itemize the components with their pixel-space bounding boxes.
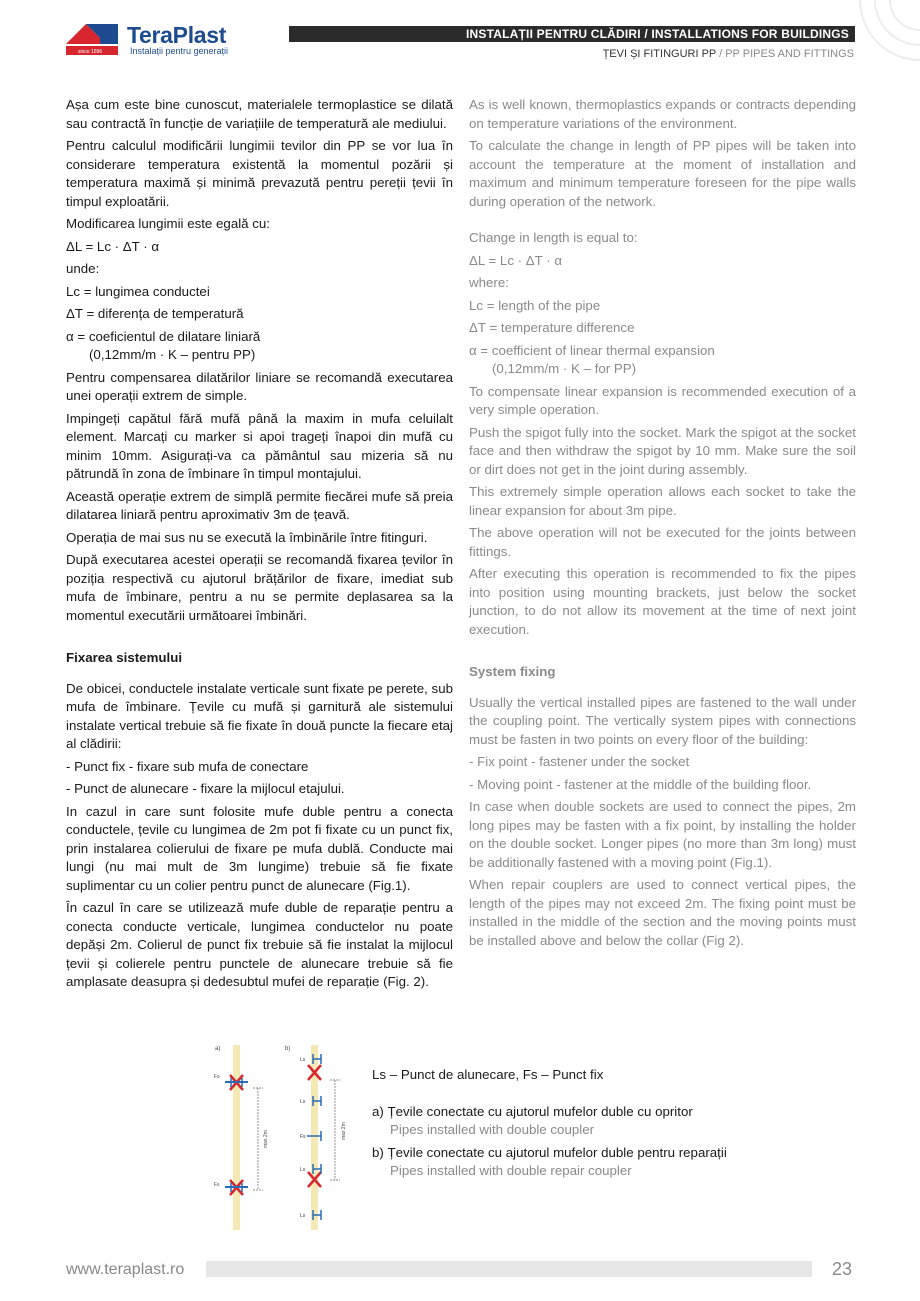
figure-label-a: a) [215, 1046, 221, 1052]
en-definition-value: (0,12mm/m · K – for PP) [492, 361, 637, 376]
en-where: where: [469, 275, 509, 290]
header-bar [289, 26, 855, 42]
figure-fs-label: Fs [214, 1074, 220, 1080]
ro-definition: α = coeficientul de dilatare liniară [66, 328, 261, 344]
ro-paragraph: După executarea acestei operații se recomandă fixarea țevilor în poziția respectivă cu ajutorul brățărilor de fixare, imediat sub mufa de îmbinare, pentru a nu se permite deplasarea sa la momentul executării următoarei îmbinări. [66, 552, 453, 623]
en-paragraph: The above operation will not be executed for the joints between fittings. [469, 525, 856, 559]
figure-max-label: max 2m [341, 1122, 347, 1140]
ro-paragraph: În cazul în care se utilizează mufe duble de reparație pentru a conecta conducte verticale, lungimea conductelor nu poate depăși 2m. Colierul de punct fix trebuie să fie instalat la mijlocul țevii și colierele pentru punctele de alunecare trebuie să fie amplasate deasupra și dedesubtul mufei de reparație (Fig. 2). [66, 900, 453, 989]
legend-b-en: Pipes installed with double repair coupler [390, 1163, 632, 1178]
figure-fs-label: Fs [214, 1182, 220, 1188]
legend-a-en: Pipes installed with double coupler [390, 1122, 595, 1137]
legend-b-ro: b) Țevile conectate cu ajutorul mufelor duble pentru reparații [372, 1144, 727, 1160]
romanian-column [66, 96, 453, 996]
figure-ls-label: Ls [300, 1099, 306, 1105]
en-paragraph: As is well known, thermoplastics expands or contracts depending on temperature variations of the environment. [469, 97, 856, 131]
logo-tagline: Instalații pentru generații [130, 46, 229, 56]
footer-url[interactable]: www.teraplast.ro [66, 1261, 185, 1278]
pipe-fixing-figure [205, 1040, 355, 1235]
ro-where: unde: [66, 261, 100, 276]
figure-ls-label: Ls [300, 1057, 306, 1063]
legend-key: Ls – Punct de alunecare, Fs – Punct fix [372, 1067, 604, 1082]
en-paragraph: Push the spigot fully into the socket. Mark the spigot at the socket face and then withdraw the spigot by 10 mm. Make sure the soil or dirt does not get in the joint during assembly. [469, 424, 856, 477]
header-subtitle [603, 48, 854, 60]
en-definition: α = coefficient of linear thermal expansion [469, 342, 715, 358]
en-section-title: System fixing [469, 664, 556, 679]
en-paragraph: This extremely simple operation allows each socket to take the linear expansion for about 3m pipe. [469, 484, 856, 518]
header-sub-ro: ȚEVI ȘI FITINGURI PP [602, 48, 717, 60]
logo-brand: TeraPlast [127, 22, 227, 48]
en-paragraph: In case when double sockets are used to connect the pipes, 2m long pipes may be fasten with a fix point, by installing the holder on the double socket. Longer pipes (no more than 3m long) must be additionally fastened with a moving point (Fig.1). [469, 799, 856, 870]
en-paragraph: After executing this operation is recommended to fix the pipes into position using mounting brackets, just below the socket junction, to do not allow its movement at the time of next joint execution. [469, 566, 856, 637]
footer-bar [206, 1261, 812, 1277]
en-paragraph: To compensate linear expansion is recommended execution of a very simple operation. [469, 383, 856, 417]
ro-formula: ΔL = Lc · ΔT · α [66, 238, 160, 254]
logo-since: since 1896 [78, 49, 103, 55]
header-title: INSTALAȚII PENTRU CLĂDIRI / INSTALLATIONS FOR BUILDINGS [466, 27, 849, 41]
en-paragraph: To calculate the change in length of PP pipes will be taken into account the temperature at the moment of installation and maximum and minimum temperature foreseen for the pipe walls during operation of the network. [469, 138, 856, 209]
ro-paragraph: Modificarea lungimii este egală cu: [66, 216, 270, 231]
header-sub-en: PP PIPES AND FITTINGS [725, 48, 854, 60]
ro-paragraph: Operația de mai sus nu se execută la îmbinările între fitinguri. [66, 529, 428, 545]
figure-fs-label: Fs [300, 1134, 306, 1140]
ro-list-item: - Punct de alunecare - fixare la mijlocul etajului. [66, 781, 345, 796]
figure-ls-label: Ls [300, 1167, 306, 1173]
en-definition: Lc = length of the pipe [469, 297, 601, 313]
ro-paragraph: In cazul in care sunt folosite mufe duble pentru a conecta conductele, țevile cu lungimea de 2m pot fi fixate cu un punct fix, prin instalarea colierului de fixare pe mufa dublă. Conducte mai lungi (nu mai mult de 3m lungime) trebuie să fie fixate suplimentar cu un colier pentru punct de alunecare (Fig.1). [66, 803, 453, 893]
ro-definition: Lc = lungimea conductei [66, 283, 210, 299]
ro-section-title: Fixarea sistemului [66, 650, 183, 665]
legend-a-ro: a) Țevile conectate cu ajutorul mufelor duble cu opritor [372, 1103, 693, 1119]
english-column [469, 96, 856, 954]
ro-paragraph: Impingeți capătul fără mufă până la maxim in mufa celuilalt element. Marcați cu marker si apoi trageți înapoi din mufă cu minim 10mm. Asigurați-va ca pământul sau mizeria să nu pătrundă în zona de îmbinare în timpul montajului. [66, 410, 453, 481]
figure-legend [372, 1066, 727, 1181]
ro-definition: ΔT = diferența de temperatură [66, 306, 244, 321]
en-paragraph: When repair couplers are used to connect vertical pipes, the length of the pipes may not exceed 2m. The fixing point must be installed in the middle of the section and the moving points must be installed above and below the collar (Fig 2). [469, 877, 856, 948]
teraplast-logo [64, 22, 239, 60]
en-formula: ΔL = Lc · ΔT · α [469, 252, 563, 268]
decorative-swirl-icon [840, 0, 920, 80]
ro-paragraph: Pentru compensarea dilatărilor liniare se recomandă executarea unei operații extrem de simple. [66, 369, 453, 403]
ro-list-item: - Punct fix - fixare sub mufa de conectare [66, 758, 309, 774]
ro-definition-value: (0,12mm/m · K – pentru PP) [89, 347, 256, 362]
figure-ls-label: Ls [300, 1213, 306, 1219]
header-sub-sep: / [716, 48, 726, 60]
ro-paragraph: De obicei, conductele instalate verticale sunt fixate pe perete, sub mufa de îmbinare. Țevile cu mufă și garnitură ale sistemului instalate vertical trebuie să fie fixate în două puncte la fiecare etaj al clădirii: [66, 680, 453, 751]
en-paragraph: Usually the vertical installed pipes are fastened to the wall under the coupling point. The vertically system pipes with connections must be fasten in two points on every floor of the building: [469, 694, 856, 747]
en-list-item: - Fix point - fastener under the socket [469, 754, 690, 769]
en-definition: ΔT = temperature difference [469, 320, 635, 335]
en-list-item: - Moving point - fastener at the middle of the building floor. [469, 776, 812, 792]
figure-max-label: max 2m [263, 1130, 269, 1148]
figure-label-b: b) [285, 1046, 291, 1052]
ro-paragraph: Pentru calculul modificării lungimii tevilor din PP se vor lua în considerare temperatura existentă la momentul pozării și temperatura maximă și minimă prevazută pentru pereții țevii în timpul exploatării. [66, 138, 453, 209]
en-paragraph: Change in length is equal to: [469, 230, 638, 245]
ro-paragraph: Această operație extrem de simplă permite fiecărei mufe să preia dilatarea liniară pentru aproximativ 3m de țeavă. [66, 488, 453, 522]
ro-paragraph: Așa cum este bine cunoscut, materialele termoplastice se dilată sau contractă în funcție de variațiile de temperatură ale mediului. [66, 97, 453, 131]
page-number: 23 [832, 1259, 853, 1279]
